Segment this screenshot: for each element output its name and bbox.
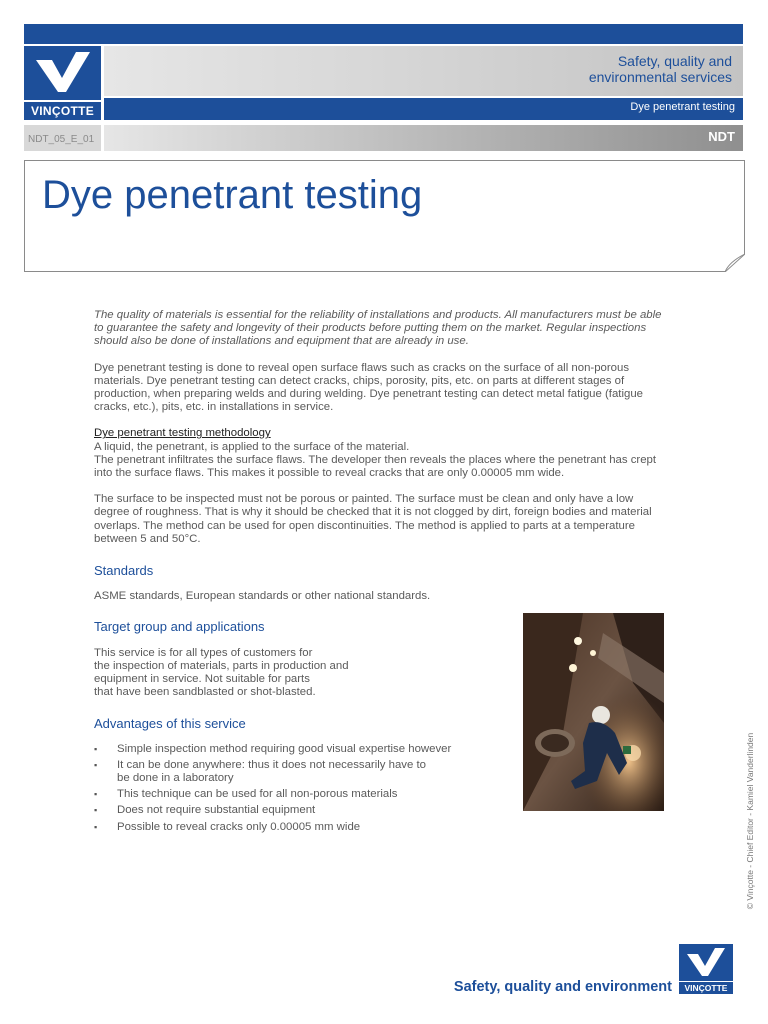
checkmark-v-icon (679, 944, 733, 980)
surface-paragraph: The surface to be inspected must not be porous or painted. The surface must be clean and only have a low degree of roughness. That is why it should be checked that it is not clogged by dirt, foreign bodies and material overlaps. The method can be used for open discontinuities. The method is applied to parts at a temperature between 5 and 50°C. (94, 493, 652, 545)
footer-brand-name: VINÇOTTE (679, 981, 733, 995)
doc-code: NDT_05_E_01 (28, 134, 95, 145)
tagline-band (104, 46, 743, 96)
methodology-line-2: The penetrant infiltrates the surface flaws. The developer then reveals the places where the penetrant has crept into the surface flaws. This makes it possible to reveal cracks that are only 0.00005 mm wide. (94, 453, 657, 480)
target-group-line: equipment in service. Not suitable for parts (94, 673, 310, 686)
doc-code-box (24, 125, 101, 151)
category-label: NDT (708, 129, 735, 144)
tagline-line-2: environmental services (588, 69, 732, 85)
service-name: Dye penetrant testing (630, 101, 735, 113)
description-paragraph: Dye penetrant testing is done to reveal open surface flaws such as cracks on the surface of all non-porous materials. Dye penetrant testing can detect cracks, chips, porosity, pits, etc. on parts at different stages of production, when preparing welds and during welding. Dye penetrant testing can detect metal fatigue (fatigue cracks, etc.), pits, etc. in installations in service. (94, 361, 643, 414)
target-group-line: the inspection of materials, parts in production and (94, 659, 349, 672)
industrial-inspection-image (523, 613, 664, 811)
vincotte-logo (24, 46, 101, 120)
checkmark-v-icon (24, 46, 101, 98)
methodology-section (94, 427, 664, 480)
list-item: ▪ Possible to reveal cracks only 0.00005 mm wide (94, 821, 664, 834)
photo-credit: © Vinçotte - Chief Editor - Kamiel Vanderlinden (745, 732, 755, 910)
standards-heading: Standards (94, 563, 154, 579)
standards-text: ASME standards, European standards or other national standards. (94, 590, 431, 603)
service-band (104, 98, 743, 120)
list-item: ▪ Does not require substantial equipment (94, 804, 664, 817)
page-curl-icon (725, 254, 745, 272)
title-box (24, 160, 745, 272)
header-tagline (589, 53, 732, 85)
methodology-heading: Dye penetrant testing methodology (94, 427, 271, 440)
list-item: ▪ It can be done anywhere: thus it does not necessarily have to be done in a laboratory (94, 759, 427, 785)
tagline-line-1: Safety, quality and (617, 53, 732, 69)
page-title: Dye penetrant testing (42, 173, 423, 217)
top-blue-bar (24, 24, 743, 44)
target-group-line: This service is for all types of customers for (94, 646, 313, 659)
logo-brand-name: VINÇOTTE (24, 100, 101, 120)
advantages-heading: Advantages of this service (94, 716, 246, 732)
target-group-line: that have been sandblasted or shot-blasted. (94, 686, 316, 699)
inspector-photo (523, 613, 664, 811)
category-band (104, 125, 743, 151)
footer-logo (679, 944, 733, 994)
list-item: ▪ Simple inspection method requiring good visual expertise however (94, 743, 664, 756)
list-item: ▪ This technique can be used for all non-porous materials (94, 788, 664, 801)
footer-slogan: Safety, quality and environment (453, 979, 672, 995)
methodology-line-1: A liquid, the penetrant, is applied to the surface of the material. (94, 440, 410, 453)
intro-paragraph: The quality of materials is essential for the reliability of installations and products. All manufacturers must be able to guarantee the safety and longevity of their products before putting them on the market. Regular inspections should also be done of installations and equipment that are already in use. (94, 309, 662, 348)
target-group-heading: Target group and applications (94, 619, 265, 635)
